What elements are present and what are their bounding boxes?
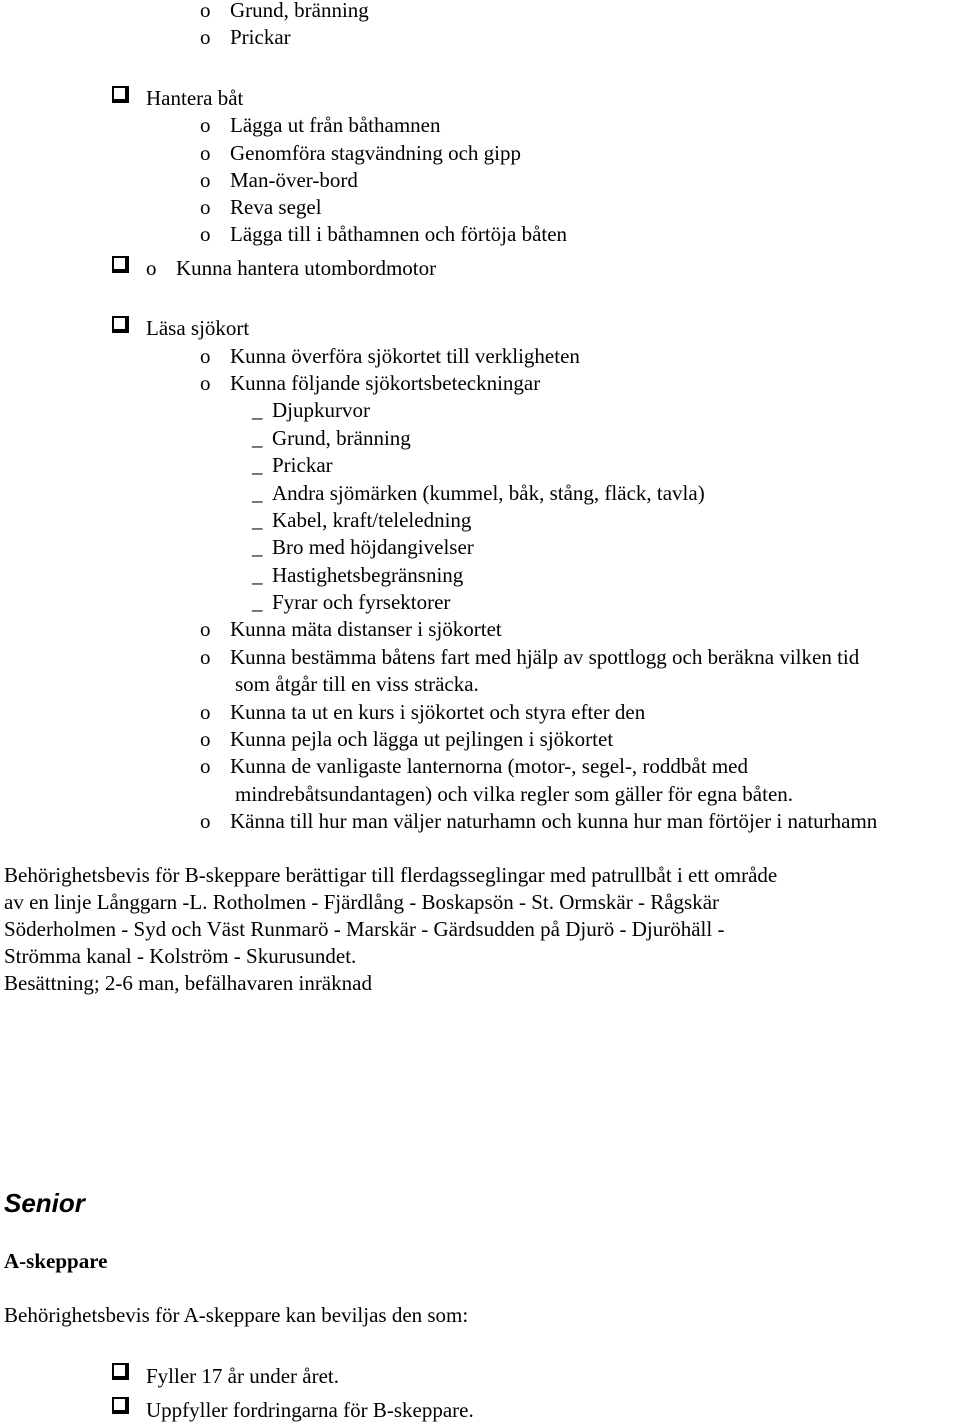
list-item: o Kunna mäta distanser i sjökortet — [200, 617, 502, 641]
list-item: o Kunna följande sjökortsbeteckningar — [200, 371, 541, 395]
checkbox-icon — [112, 86, 129, 103]
list-item: o Kunna överföra sjökortet till verkligheten — [200, 344, 580, 368]
section-heading: Senior — [4, 1188, 85, 1218]
list-item: o Lägga ut från båthamnen — [200, 113, 441, 137]
checkbox-icon — [112, 256, 129, 273]
list-item: o Man-över-bord — [200, 168, 358, 192]
paragraph-line: Behörighetsbevis för B-skeppare berättigar till flerdagsseglingar med patrullbåt i ett område — [4, 863, 778, 887]
sub-list-item: _ Andra sjömärken (kummel, båk, stång, fläck, tavla) — [252, 481, 705, 505]
paragraph-line: Söderholmen - Syd och Väst Runmarö - Marskär - Gärdsudden på Djurö - Djuröhäll - — [4, 917, 725, 941]
list-item: o Kunna de vanligaste lanternorna (motor-, segel-, roddbåt med — [200, 754, 748, 778]
list-item: Uppfyller fordringarna för B-skeppare. — [146, 1398, 474, 1422]
list-item: o Kunna hantera utombordmotor — [146, 256, 437, 280]
list-item: o Reva segel — [200, 195, 322, 219]
list-item: o Prickar — [200, 25, 291, 49]
checkbox-icon — [112, 1363, 129, 1380]
list-item: o Kunna pejla och lägga ut pejlingen i sjökortet — [200, 727, 614, 751]
list-item: o Känna till hur man väljer naturhamn och kunna hur man förtöjer i naturhamn — [200, 809, 878, 833]
list-item-continuation: som åtgår till en viss sträcka. — [235, 672, 479, 696]
section-title: Läsa sjökort — [146, 316, 250, 340]
paragraph-line: Besättning; 2-6 man, befälhavaren inräknad — [4, 971, 372, 995]
list-item: Fyller 17 år under året. — [146, 1364, 340, 1388]
sub-list-item: _ Prickar — [252, 453, 333, 477]
sub-list-item: _ Grund, bränning — [252, 426, 411, 450]
paragraph-line: Behörighetsbevis för A-skeppare kan beviljas den som: — [4, 1303, 469, 1327]
paragraph-line: av en linje Långgarn -L. Rotholmen - Fjärdlång - Boskapsön - St. Ormskär - Rågskär — [4, 890, 720, 914]
list-item: o Genomföra stagvändning och gipp — [200, 141, 522, 165]
paragraph-line: Strömma kanal - Kolström - Skurusundet. — [4, 944, 357, 968]
list-item: o Grund, bränning — [200, 0, 369, 22]
subsection-heading: A-skeppare — [4, 1249, 108, 1273]
sub-list-item: _ Hastighetsbegränsning — [252, 563, 464, 587]
sub-list-item: _ Kabel, kraft/teleledning — [252, 508, 472, 532]
list-item-continuation: mindrebåtsundantagen) och vilka regler som gäller för egna båten. — [235, 782, 794, 806]
section-title: Hantera båt — [146, 86, 244, 110]
list-item: o Lägga till i båthamnen och förtöja båten — [200, 222, 568, 246]
checkbox-icon — [112, 316, 129, 333]
list-item: o Kunna ta ut en kurs i sjökortet och styra efter den — [200, 700, 646, 724]
sub-list-item: _ Fyrar och fyrsektorer — [252, 590, 451, 614]
sub-list-item: _ Djupkurvor — [252, 398, 370, 422]
checkbox-icon — [112, 1397, 129, 1414]
sub-list-item: _ Bro med höjdangivelser — [252, 535, 474, 559]
list-item: o Kunna bestämma båtens fart med hjälp av spottlogg och beräkna vilken tid — [200, 645, 860, 669]
